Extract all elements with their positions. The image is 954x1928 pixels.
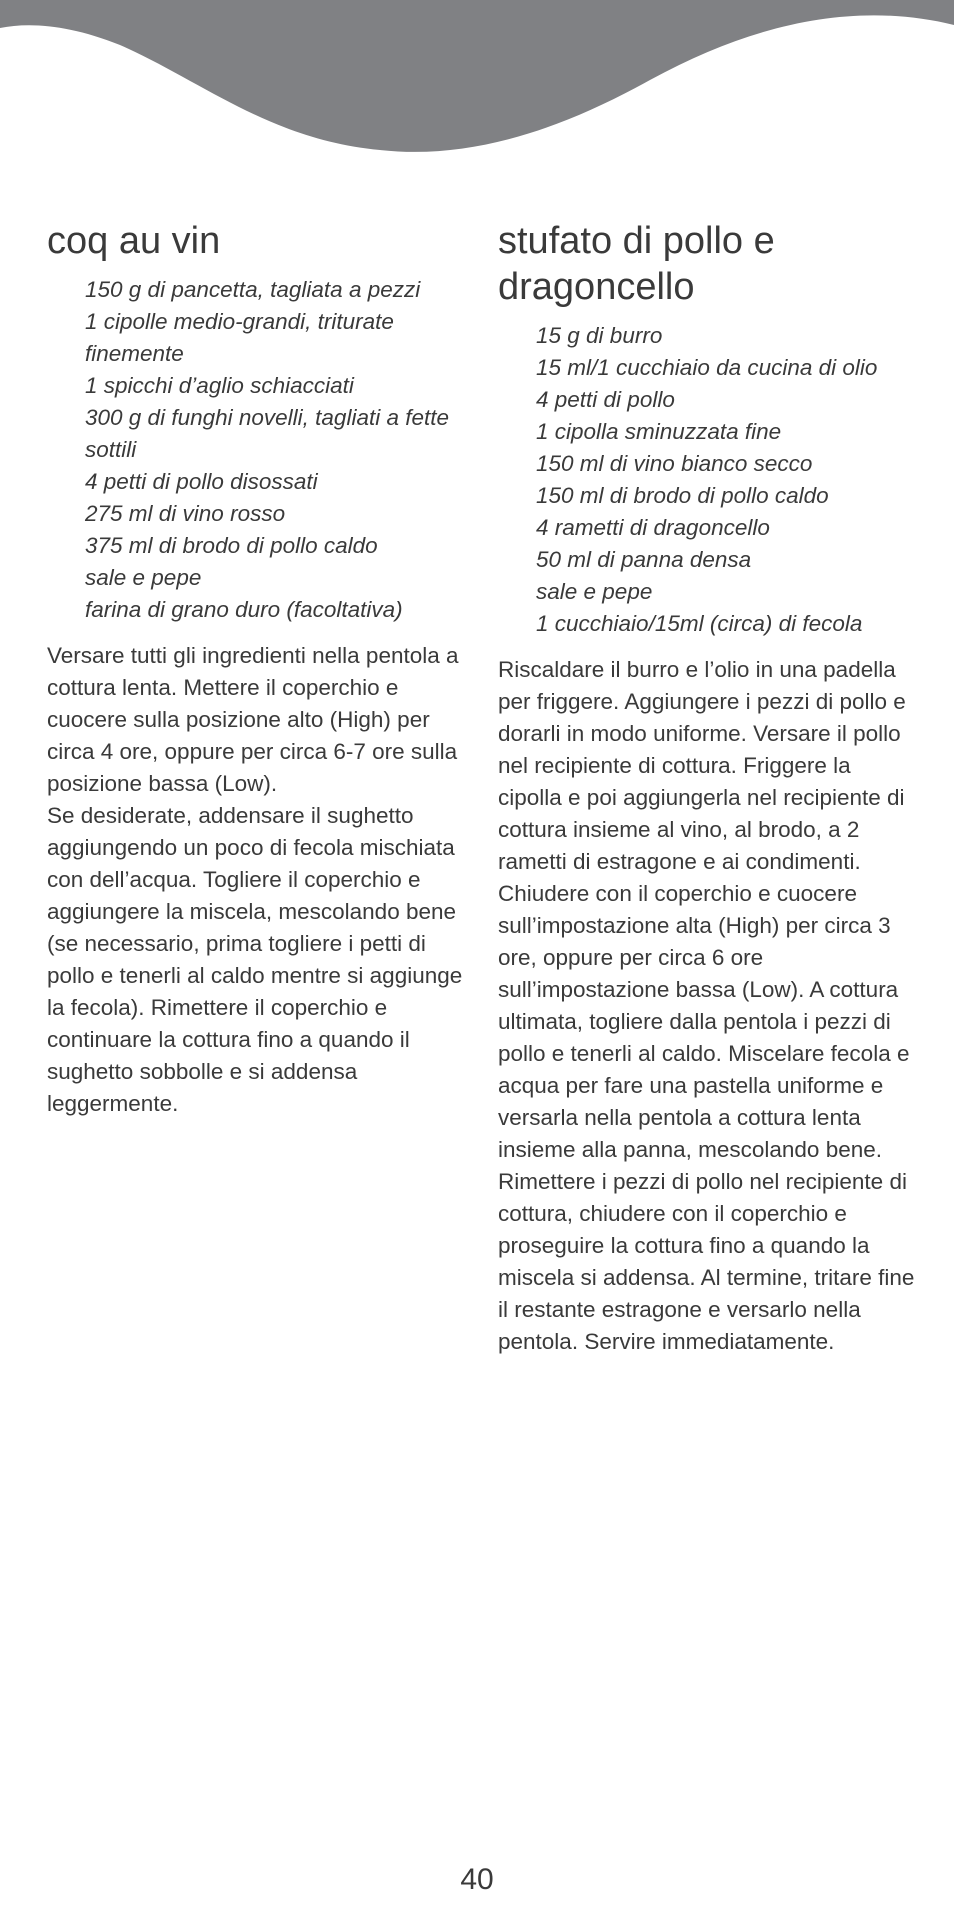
ingredient-item: 4 petti di pollo: [536, 387, 675, 412]
method-paragraph: Se desiderate, addensare il sughetto aggiungendo un poco di fecola mischiata con dell’acqua. Togliere il coperchio e aggiungere la miscela, mescolando bene (se necessario, prima togliere i petti di pollo e tenerli al caldo mentre si aggiunge la fecola). Rimettere il coperchio e continuare la cottura fino a quando il sughetto sobbolle e si addensa leggermente.: [47, 803, 463, 1116]
ingredient-item: 300 g di funghi novelli, tagliati a fette sottili: [85, 405, 449, 462]
ingredient-item: 15 ml/1 cucchiaio da cucina di olio: [536, 355, 878, 380]
ingredient-item: 1 cipolla sminuzzata fine: [536, 419, 782, 444]
ingredient-item: 1 cipolle medio-grandi, triturate finemente: [85, 309, 394, 366]
ingredient-item: 4 petti di pollo disossati: [85, 469, 318, 494]
ingredient-item: sale e pepe: [536, 579, 653, 604]
ingredient-item: 4 rametti di dragoncello: [536, 515, 770, 540]
method-text: [47, 640, 467, 1120]
ingredient-list: [498, 320, 918, 640]
recipe-coq-au-vin: [47, 218, 467, 1120]
recipe-title: coq au vin: [47, 220, 221, 262]
ingredient-item: sale e pepe: [85, 565, 202, 590]
method-text: [498, 654, 918, 1358]
ingredient-item: 275 ml di vino rosso: [85, 501, 286, 526]
method-paragraph: Riscaldare il burro e l’olio in una padella per friggere. Aggiungere i pezzi di pollo e dorarli in modo uniforme. Versare il pollo nel recipiente di cottura. Friggere la cipolla e poi aggiungerla nel recipiente di cottura insieme al vino, al brodo, a 2 rametti di estragone e ai condimenti. Chiudere con il coperchio e cuocere sull’impostazione alta (High) per circa 3 ore, oppure per circa 6 ore sull’impostazione bassa (Low). A cottura ultimata, togliere dalla pentola i pezzi di pollo e tenerli al caldo. Miscelare fecola e acqua per fare una pastella uniforme e versarla nella pentola a cottura lenta insieme alla panna, mescolando bene. Rimettere i pezzi di pollo nel recipiente di cottura, chiudere con il coperchio e proseguire la cottura fino a quando la miscela si addensa. Al termine, tritare fine il restante estragone e versarlo nella pentola. Servire immediatamente.: [498, 657, 915, 1354]
ingredient-item: 15 g di burro: [536, 323, 663, 348]
ingredient-item: 1 cucchiaio/15ml (circa) di fecola: [536, 611, 863, 636]
ingredient-item: 50 ml di panna densa: [536, 547, 752, 572]
method-paragraph: Versare tutti gli ingredienti nella pentola a cottura lenta. Mettere il coperchio e cuocere sulla posizione alto (High) per circa 4 ore, oppure per circa 6-7 ore sulla posizione bassa (Low).: [47, 643, 459, 796]
ingredient-list: [47, 274, 467, 626]
ingredient-item: 150 g di pancetta, tagliata a pezzi: [85, 277, 421, 302]
ingredient-item: farina di grano duro (facoltativa): [85, 597, 403, 622]
page-number: 40: [460, 1863, 494, 1896]
recipe-title: stufato di pollo e dragoncello: [498, 220, 775, 308]
ingredient-item: 375 ml di brodo di pollo caldo: [85, 533, 378, 558]
ingredient-item: 150 ml di brodo di pollo caldo: [536, 483, 829, 508]
header-wave-decoration: [0, 0, 954, 160]
recipe-stufato-di-pollo: [498, 218, 918, 1358]
ingredient-item: 150 ml di vino bianco secco: [536, 451, 813, 476]
ingredient-item: 1 spicchi d’aglio schiacciati: [85, 373, 354, 398]
